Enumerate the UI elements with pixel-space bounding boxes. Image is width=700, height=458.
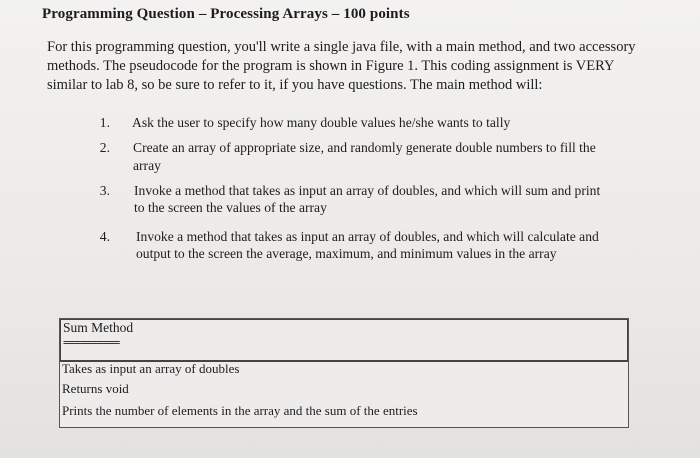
intro-paragraph bbox=[47, 38, 637, 95]
sum-method-box bbox=[59, 318, 629, 428]
step-text: to the screen the values of the array bbox=[134, 200, 327, 215]
sum-method-name: Sum Method bbox=[63, 320, 134, 335]
step-number: 2. bbox=[99, 140, 110, 155]
sum-method-detail: Prints the number of elements in the array and the sum of the entries bbox=[62, 403, 418, 418]
intro-line: methods. The pseudocode for the program is shown in Figure 1. This coding assignment is VERY bbox=[47, 58, 615, 74]
step-text: output to the screen the average, maximum, and minimum values in the array bbox=[136, 246, 557, 261]
step-number: 4. bbox=[99, 229, 110, 244]
step-text: Create an array of appropriate size, and randomly generate double numbers to fill the bbox=[133, 140, 596, 155]
step-text: Invoke a method that takes as input an array of doubles, and which will calculate and bbox=[136, 229, 599, 244]
step-number: 1. bbox=[99, 115, 110, 130]
intro-line: similar to lab 8, so be sure to refer to it, if you have questions. The main method will: bbox=[47, 77, 543, 93]
step-number: 3. bbox=[99, 183, 110, 198]
sum-method-detail: Returns void bbox=[62, 381, 129, 396]
step-text: array bbox=[133, 158, 161, 173]
intro-line: For this programming question, you'll write a single java file, with a main method, and two accessory bbox=[47, 39, 636, 55]
sum-method-detail: Takes as input an array of doubles bbox=[62, 361, 240, 376]
step-text: Invoke a method that takes as input an array of doubles, and which will sum and print bbox=[134, 183, 601, 198]
document-title: Programming Question – Processing Arrays – 100 points bbox=[42, 6, 410, 22]
sum-method-separator: ========== bbox=[63, 336, 120, 349]
sum-method-header bbox=[60, 319, 628, 362]
step-text: Ask the user to specify how many double values he/she wants to tally bbox=[132, 115, 511, 130]
